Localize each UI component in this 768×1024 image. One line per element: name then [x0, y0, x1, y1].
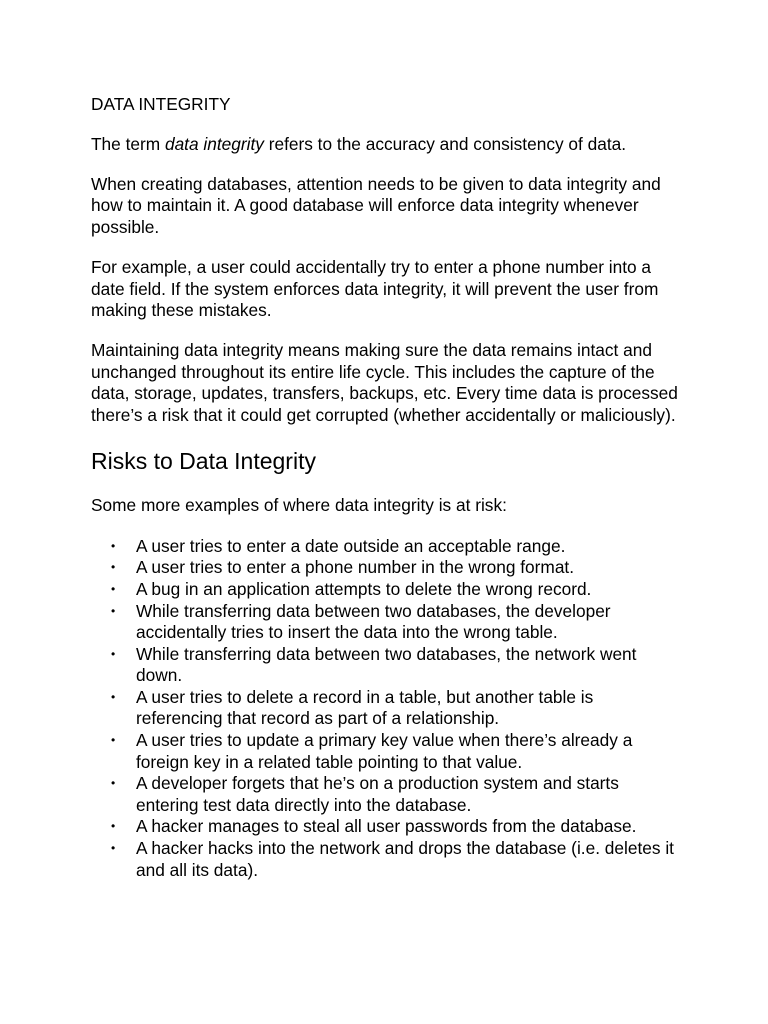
list-item-text: A user tries to delete a record in a table, but another table is referencing that record as part of a relationship. [136, 686, 594, 729]
definition-paragraph [91, 134, 681, 156]
list-item [91, 816, 681, 838]
paragraph-example: For example, a user could accidentally try to enter a phone number into a date field. If the system enforces data integrity, it will prevent the user from making these mistakes. [91, 256, 659, 321]
bullet-icon: • [111, 733, 116, 748]
list-item [91, 536, 681, 558]
section-title: Risks to Data Integrity [91, 448, 316, 475]
list-item-text: While transferring data between two databases, the network went down. [136, 643, 637, 686]
bullet-icon: • [111, 603, 116, 618]
list-item [91, 601, 681, 644]
list-item-text: While transferring data between two databases, the developer accidentally tries to insert the data into the wrong table. [136, 600, 611, 643]
risk-list [91, 536, 681, 882]
list-item [91, 579, 681, 601]
list-item-text: A user tries to enter a phone number in the wrong format. [136, 557, 575, 578]
list-item [91, 838, 681, 881]
definition-suffix: refers to the accuracy and consistency of data. [263, 133, 627, 154]
bullet-icon: • [111, 560, 116, 575]
list-item-text: A user tries to update a primary key value when there’s already a foreign key in a related table pointing to that value. [136, 730, 633, 772]
bullet-icon: • [111, 819, 116, 834]
document-page [91, 94, 681, 881]
paragraph-maintaining: Maintaining data integrity means making sure the data remains intact and unchanged throughout its entire life cycle. This includes the capture of the data, storage, updates, transfers, backups, etc. Every time data is processed there’s a risk that it could get corrupted (whether accidentally or maliciously). [91, 340, 678, 426]
list-item [91, 687, 681, 730]
section-intro: Some more examples of where data integrity is at risk: [91, 495, 507, 516]
list-item [91, 644, 681, 687]
document-heading: DATA INTEGRITY [91, 94, 231, 114]
bullet-icon: • [111, 538, 116, 553]
bullet-icon: • [111, 841, 116, 856]
list-item [91, 773, 681, 816]
bullet-icon: • [111, 646, 116, 661]
bullet-icon: • [111, 689, 116, 704]
definition-prefix: The term [91, 133, 165, 154]
bullet-icon: • [111, 776, 116, 791]
list-item [91, 730, 681, 773]
bullet-icon: • [111, 581, 116, 596]
list-item-text: A bug in an application attempts to delete the wrong record. [136, 578, 592, 599]
list-item-text: A hacker hacks into the network and drops the database (i.e. deletes it and all its data). [136, 838, 674, 880]
list-item-text: A developer forgets that he’s on a production system and starts entering test data directly into the database. [136, 773, 619, 815]
paragraph-databases: When creating databases, attention needs to be given to data integrity and how to maintain it. A good database will enforce data integrity whenever possible. [91, 173, 661, 237]
list-item [91, 557, 681, 579]
list-item-text: A user tries to enter a date outside an acceptable range. [136, 535, 566, 556]
definition-term: data integrity [164, 133, 264, 154]
list-item-text: A hacker manages to steal all user passwords from the database. [136, 816, 637, 837]
